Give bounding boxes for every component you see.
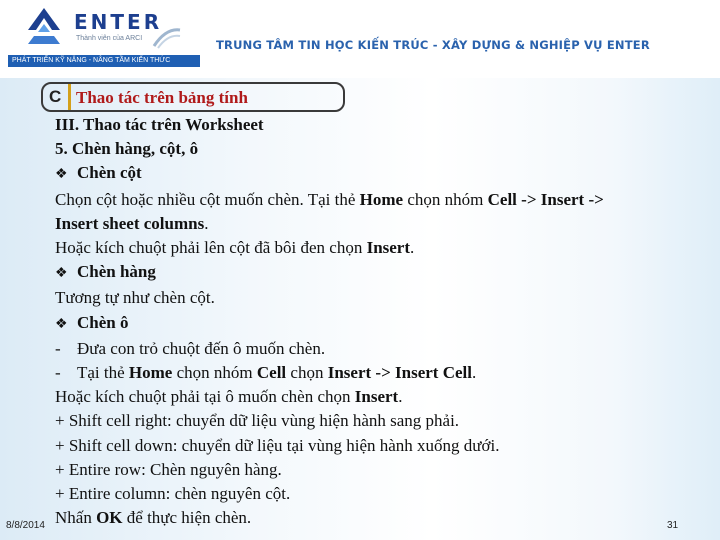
slide-body [55,113,715,530]
bullet-label: Chèn cột [77,163,142,183]
heading-text: III. Thao tác trên Worksheet [55,115,264,134]
section-letter: C [49,87,62,106]
text-run: Tại thẻ [77,363,129,383]
bullet-insert-row [55,260,715,286]
text-run: Đưa con trỏ chuột đến ô muốn chèn. [77,338,326,358]
text-run: + Entire column: chèn nguyên cột. [55,484,291,504]
diamond-bullet-icon: ❖ [55,316,68,332]
subheading-text: 5. Chèn hàng, cột, ô [55,139,199,159]
text-run: chọn nhóm [172,363,257,383]
dash-item [55,361,715,385]
bullet-label: Chèn ô [77,312,129,332]
section-title: Thao tác trên bảng tính [76,88,248,107]
text-run: chọn nhóm [403,189,488,209]
page-number: 31 [667,520,679,531]
text-run: Hoặc kích chuột phải lên cột đã bôi đen chọn [55,238,367,258]
bullet-insert-cell [55,311,715,337]
text-run-bold: Insert sheet columns [55,213,205,233]
diamond-bullet-icon: ❖ [55,266,68,282]
heading-level-3 [55,113,715,137]
diamond-bullet-icon: ❖ [55,167,68,183]
text-run: Nhấn [55,508,97,528]
text-run-bold: Home [128,363,173,383]
bullet-insert-column [55,161,715,187]
tagline-bar: PHÁT TRIỂN KỸ NĂNG - NÂNG TẦM KIẾN THỨC [8,55,200,67]
text-run: . [398,387,403,407]
paragraph-line [55,212,715,236]
paragraph-line [55,286,715,310]
text-run-bold: Cell -> Insert -> [487,189,604,209]
paragraph-line [55,506,715,530]
section-divider [68,84,71,110]
text-run: . [204,213,209,233]
option-entire-row [55,458,715,482]
text-run: chọn [286,363,328,383]
dash-item [55,337,715,361]
text-run: + Shift cell right: chuyển dữ liệu vùng hiện hành sang phải. [55,411,460,431]
paragraph-line [55,188,715,212]
dash-marker: - [55,338,61,358]
swoosh-icon [152,26,182,50]
text-run: Chọn cột hoặc nhiều cột muốn chèn. Tại thẻ [55,189,360,209]
center-title: TRUNG TÂM TIN HỌC KIẾN TRÚC - XÂY DỰNG & NGHIỆP VỤ ENTER [216,38,650,52]
text-run: + Shift cell down: chuyển dữ liệu tại vùng hiện hành xuống dưới. [55,435,500,455]
option-shift-right [55,409,715,433]
bullet-label: Chèn hàng [77,262,156,282]
text-run: . [410,238,415,258]
logo-name: ENTER [74,10,163,34]
text-run: để thực hiện chèn. [122,508,252,528]
paragraph-line [55,236,715,260]
header-banner [0,0,720,78]
text-run: Hoặc kích chuột phải tại ô muốn chèn chọn [55,387,355,407]
text-run-bold: Insert [366,238,411,258]
text-run-bold: OK [96,508,123,528]
text-run: . [471,363,477,383]
text-run-bold: Insert -> Insert Cell [327,363,472,383]
footer-date: 8/8/2014 [6,520,45,531]
option-entire-column [55,482,715,506]
text-run-bold: Home [359,189,404,209]
text-run: + Entire row: Chèn nguyên hàng. [55,459,282,479]
logo-subtitle: Thành viên của ARCI [76,35,143,42]
text-run: Tương tự như chèn cột. [55,288,215,308]
option-shift-down [55,434,715,458]
text-run-bold: Cell [256,363,287,383]
enter-logo-icon [24,2,64,46]
paragraph-line [55,385,715,409]
dash-marker: - [55,363,61,383]
subheading [55,137,715,161]
text-run-bold: Insert [354,387,399,407]
